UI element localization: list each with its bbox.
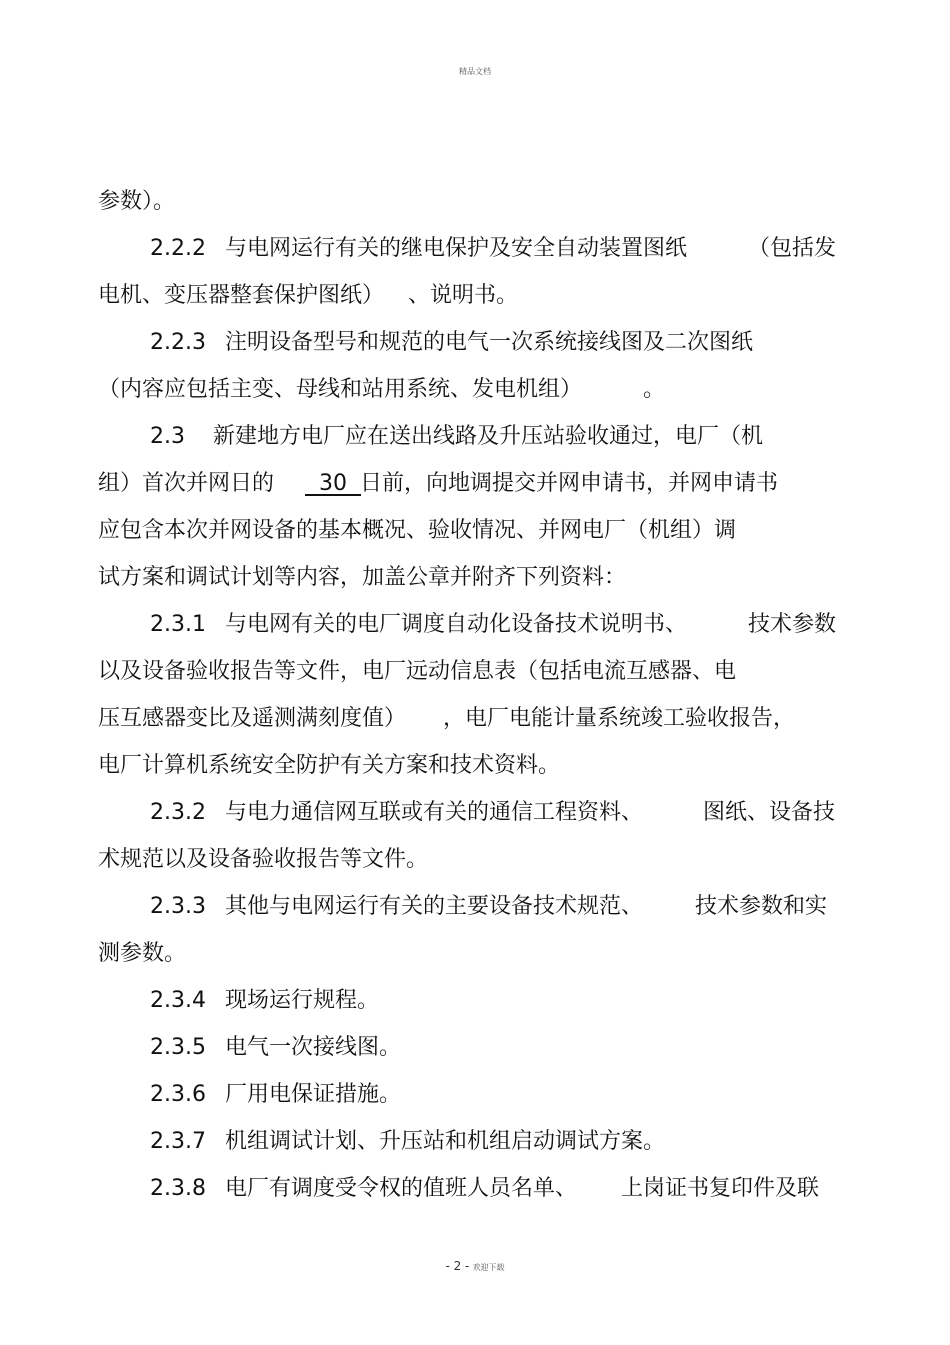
text-segment: 日前，向地调提交并网申请书，并网申请书 [360,471,779,496]
text-segment: 压互感器变比及遥测满刻度值） [98,706,407,731]
section-number: 2.3.3 [150,894,206,919]
page-footer [0,1259,950,1273]
text-line [98,1071,858,1118]
text-segment: 技术参数 [748,612,837,637]
text-segment: 注明设备型号和规范的电气一次系统接线图及二次图纸 [225,330,754,355]
text-segment: 上岗证书复印件及联 [621,1176,820,1201]
section-number: 2.3.6 [150,1082,206,1107]
text-segment: 应包含本次并网设备的基本概况、验收情况、并网电厂（机组）调 [98,518,737,543]
section-number: 2.2.3 [150,330,206,355]
section-number: 2.2.2 [150,236,206,261]
text-line [98,789,858,836]
text-segment: （内容应包括主变、母线和站用系统、发电机组） [98,377,583,402]
section-number: 2.3.2 [150,800,206,825]
text-segment: 其他与电网运行有关的主要设备技术规范、 [225,894,644,919]
section-number: 2.3.7 [150,1129,206,1154]
text-line [98,178,858,225]
text-segment: 与电网有关的电厂调度自动化设备技术说明书、 [225,612,688,637]
text-segment: 试方案和调试计划等内容，加盖公章并附齐下列资料： [98,565,627,590]
text-line [98,1118,858,1165]
text-line [98,930,858,977]
text-segment: 电厂有调度受令权的值班人员名单、 [225,1176,578,1201]
text-line [98,836,858,883]
section-number: 2.3 [150,424,185,449]
page-number: - 2 - [445,1259,470,1273]
text-segment: 。 [643,377,666,402]
text-line [98,554,858,601]
download-note: 欢迎下载 [472,1263,505,1272]
text-segment: 组）首次并网日的 [98,471,275,496]
text-line [98,601,858,648]
text-segment: 图纸、设备技 [703,800,836,825]
text-segment: 以及设备验收报告等文件，电厂远动信息表（包括电流互感器、电 [98,659,737,684]
text-segment: 电气一次接线图。 [225,1035,402,1060]
text-line [98,507,858,554]
text-segment: ，电厂电能计量系统竣工验收报告， [443,706,796,731]
text-segment: 术规范以及设备验收报告等文件。 [98,847,429,872]
text-segment: 参数）。 [98,189,176,214]
text-line [98,413,858,460]
text-segment: 测参数。 [98,941,187,966]
text-segment: 厂用电保证措施。 [225,1082,402,1107]
text-line [98,319,858,366]
section-number: 2.3.5 [150,1035,206,1060]
text-line [98,460,858,507]
text-segment: 电机、变压器整套保护图纸） [98,283,385,308]
text-segment: （包括发 [748,236,837,261]
text-line [98,742,858,789]
header-watermark: 精品文档 [459,67,491,76]
underlined-value [305,460,361,507]
text-segment: 新建地方电厂应在送出线路及升压站验收通过，电厂（机 [213,424,764,449]
text-line [98,1165,858,1212]
text-segment: 与电网运行有关的继电保护及安全自动装置图纸 [225,236,688,261]
section-number: 2.3.1 [150,612,206,637]
text-line [98,695,858,742]
text-line [98,225,858,272]
text-line [98,1024,858,1071]
text-segment: 机组调试计划、升压站和机组启动调试方案。 [225,1129,666,1154]
text-segment: 、说明书。 [408,283,519,308]
text-segment: 电厂计算机系统安全防护有关方案和技术资料。 [98,753,561,778]
section-number: 2.3.4 [150,988,206,1013]
text-line [98,648,858,695]
text-line [98,977,858,1024]
text-segment: 与电力通信网互联或有关的通信工程资料、 [225,800,644,825]
text-line [98,883,858,930]
text-segment: 技术参数和实 [695,894,828,919]
text-line [98,366,858,413]
document-body [98,178,858,1212]
text-segment: 现场运行规程。 [225,988,380,1013]
days-value: 30 [319,471,347,496]
text-line [98,272,858,319]
section-number: 2.3.8 [150,1176,206,1201]
